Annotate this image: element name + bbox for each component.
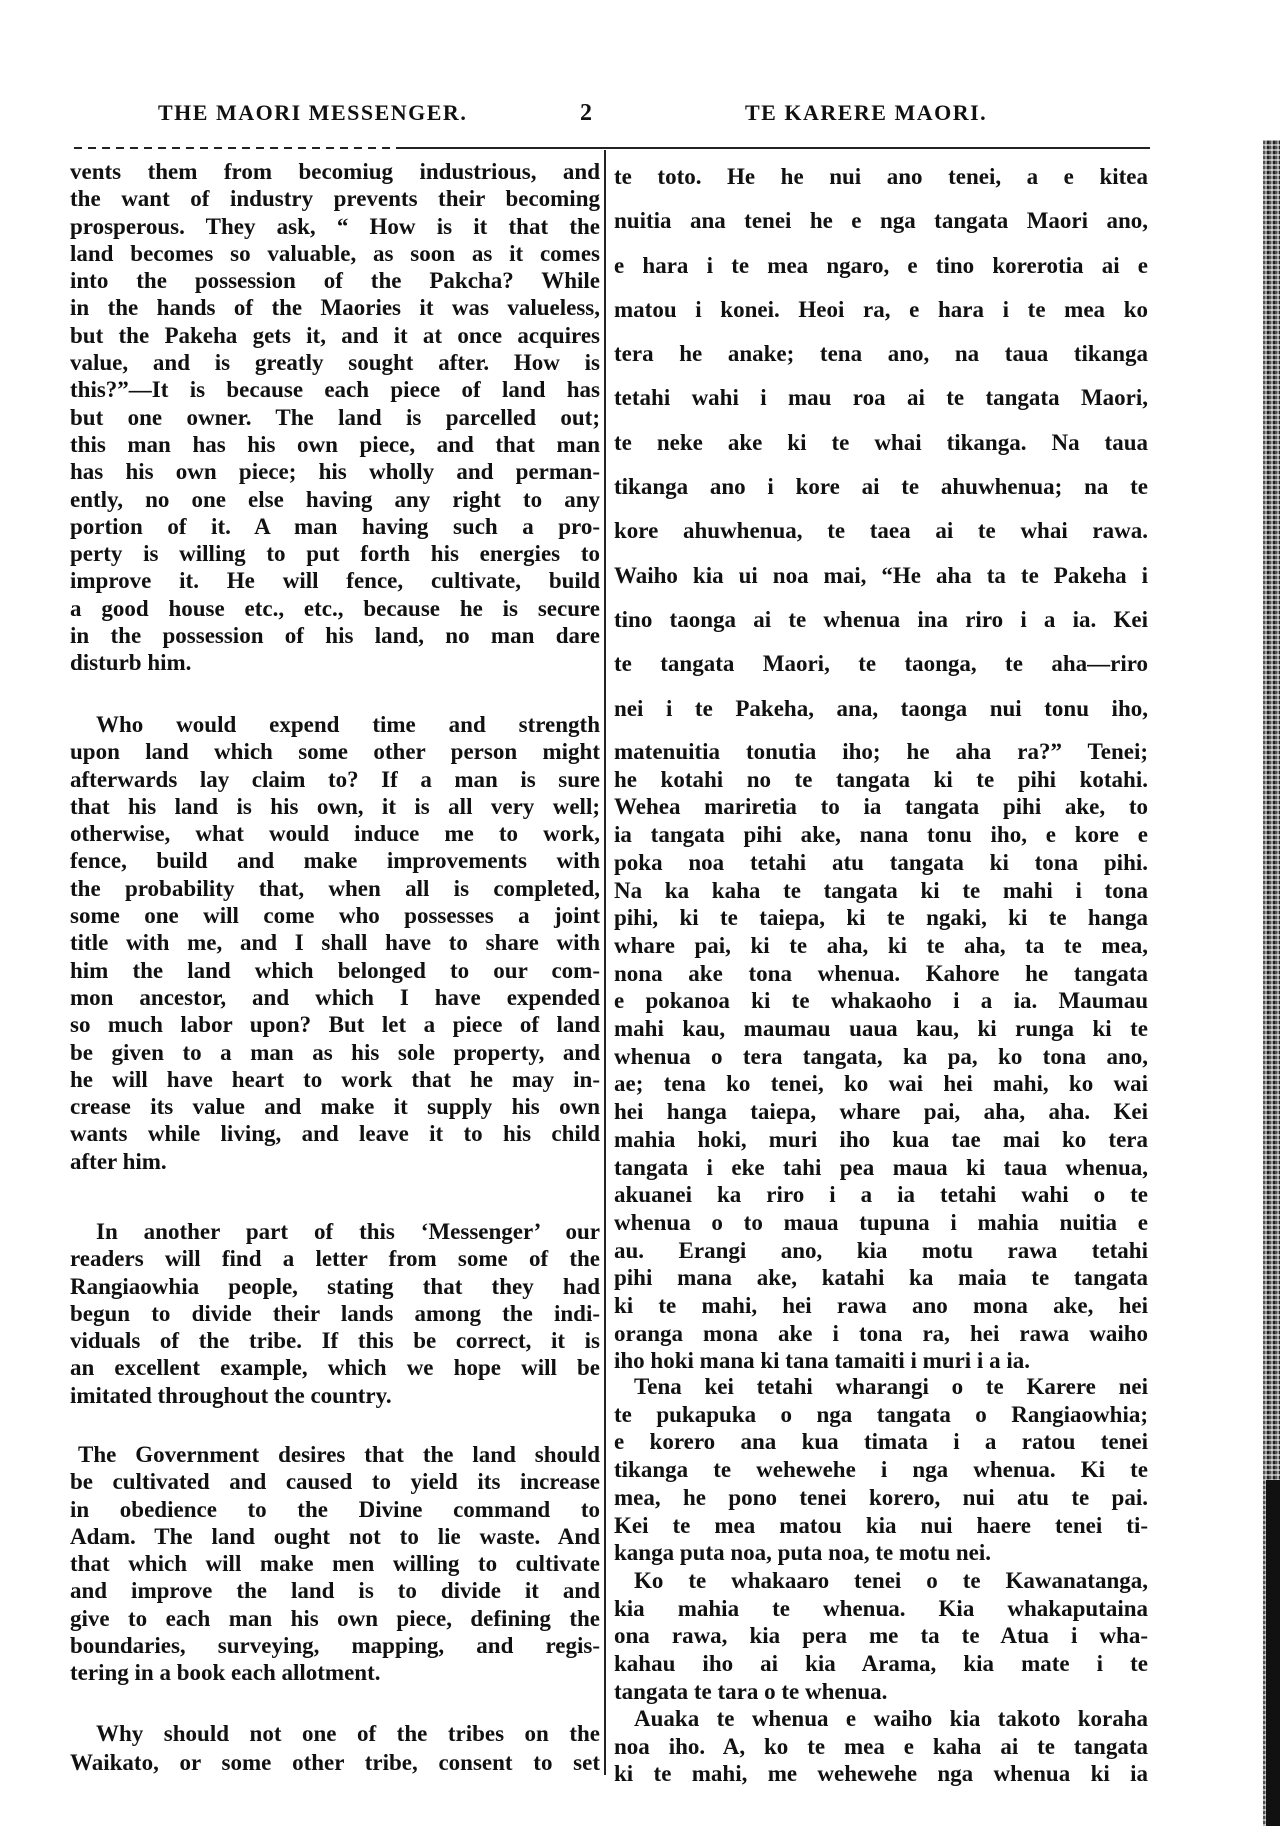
text-line: iho hoki mana ki tana tamaiti i muri i a ia. [614,1348,1030,1374]
text-line: he will have heart to work that he may in- [70,1066,600,1092]
text-line: tering in a book each allotment. [70,1660,381,1686]
text-line: so much labor upon? But let a piece of land [70,1012,600,1038]
text-line: a good house etc., etc., because he is secure [70,595,600,621]
text-line: tangata te tara o te whenua. [614,1678,888,1704]
text-line: perty is willing to put forth his energies to [70,541,600,567]
text-line: e hara i te mea ngaro, e tino korerotia ai e [614,252,1148,278]
text-line: land becomes so valuable, as soon as it comes [70,240,600,266]
text-line: some one will come who possesses a joint [70,903,600,929]
text-line: te neke ake ki te whai tikanga. Na taua [614,429,1148,455]
text-line: tetahi wahi i mau roa ai te tangata Maori, [614,385,1148,411]
text-line: kanga puta noa, puta noa, te motu nei. [614,1540,992,1566]
text-line: ia tangata pihi ake, nana tonu iho, e kore e [614,822,1148,848]
column-divider [604,150,606,1775]
text-line: that his land is his own, it is all very well; [70,793,600,819]
text-line: be cultivated and caused to yield its increase [70,1469,600,1495]
maori-paragraph [614,155,1148,731]
text-line: matou i konei. Heoi ra, e hara i te mea ko [614,296,1148,322]
text-line: whare pai, ki te aha, ki te aha, ta te mea, [614,932,1148,958]
text-line: an excellent example, which we hope will be [70,1355,600,1381]
text-line: crease its value and make it supply his own [70,1094,600,1120]
text-line: e pokanoa ki te whakaoho i a ia. Maumau [614,988,1148,1014]
text-line: akuanei ka riro i a ia tetahi wahi o te [614,1182,1148,1208]
text-line: te toto. He he nui ano tenei, a e kitea [614,164,1148,189]
text-line: after him. [70,1148,167,1174]
text-line: whenua o tera tangata, ka pa, ko tona ano, [614,1043,1148,1069]
masthead-maori-title: TE KARERE MAORI. [745,100,988,125]
text-line: Waiho kia ui noa mai, “He aha ta te Pakeha i [614,562,1148,588]
text-line: into the possession of the Pakcha? While [70,268,600,294]
header-rule-wear [68,146,398,150]
text-line: the probability that, when all is completed, [70,875,600,901]
text-line: wants while living, and leave it to his child [70,1121,600,1147]
text-line: portion of it. A man having such a pro- [70,513,600,539]
text-line: noa iho. A, ko te mea e kaha ai te tangata [614,1733,1148,1759]
text-line: disturb him. [70,650,192,676]
text-line: he kotahi no te tangata ki te pihi kotahi. [614,766,1148,792]
text-line: readers will find a letter from some of the [70,1246,600,1272]
text-line: him the land which belonged to our com- [70,957,600,983]
text-line: but one owner. The land is parcelled out; [70,404,600,430]
scan-edge-shadow [1266,1480,1280,1826]
text-line: the want of industry prevents their becoming [70,186,600,212]
text-line: improve it. He will fence, cultivate, build [70,568,600,594]
text-line: te tangata Maori, te taonga, te aha—riro [614,651,1148,677]
text-line: The Government desires that the land should [78,1442,600,1467]
text-line: in the possession of his land, no man dare [70,623,600,649]
english-paragraph [70,158,600,677]
text-line: title with me, and I shall have to share with [70,930,600,956]
text-line: ently, no one else having any right to any [70,486,600,512]
maori-paragraph [614,738,1148,1375]
text-line: nona ake tona whenua. Kahore he tangata [614,960,1148,986]
text-line: Ko te whakaaro tenei o te Kawanatanga, [634,1568,1148,1593]
text-line: poka noa tetahi atu tangata ki tona pihi. [614,849,1148,875]
text-line: mahia hoki, muri iho kua tae mai ko tera [614,1126,1148,1152]
text-line: in obedience to the Divine command to [70,1496,600,1522]
text-line: mahi kau, maumau uaua kau, ki runga ki te [614,1016,1148,1042]
english-paragraph [70,1441,600,1687]
text-line: tera he anake; tena ano, na taua tikanga [614,341,1148,367]
text-line: afterwards lay claim to? If a man is sure [70,766,600,792]
english-paragraph [70,711,600,1175]
text-line: oranga mona ake i tona ra, hei rawa waiho [614,1320,1148,1346]
text-line: ae; tena ko tenei, ko wai hei mahi, ko wai [614,1071,1148,1097]
text-line: nei i te Pakeha, ana, taonga nui tonu iho, [614,695,1148,721]
text-line: and improve the land is to divide it and [70,1578,600,1604]
text-line: mea, he pono tenei korero, nui atu te pai. [614,1484,1148,1510]
english-paragraph [70,1218,600,1409]
text-line: give to each man his own piece, defining the [70,1605,600,1631]
maori-paragraph [614,1567,1148,1706]
text-line: tangata i eke tahi pea maua ki taua whenua, [614,1154,1148,1180]
text-line: ona rawa, kia pera me ta te Atua i wha- [614,1623,1148,1649]
text-line: e korero ana kua timata i a ratou tenei [614,1429,1148,1455]
text-line: kia mahia te whenua. Kia whakaputaina [614,1595,1148,1621]
text-line: Who would expend time and strength [96,712,600,737]
text-line: imitated throughout the country. [70,1382,392,1408]
text-line: Why should not one of the tribes on the [96,1721,600,1746]
text-line: vents them from becomiug industrious, and [70,159,600,184]
text-line: pihi, ki te taiepa, ki te ngaki, ki te hanga [614,905,1148,931]
text-line: begun to divide their lands among the indi- [70,1300,600,1326]
text-line: that which will make men willing to cultivate [70,1551,600,1577]
text-line: fence, build and make improvements with [70,848,600,874]
page-number: 2 [580,100,594,126]
text-line: Rangiaowhia people, stating that they had [70,1273,600,1299]
text-line: ki te mahi, hei rawa ano mona ake, hei [614,1293,1148,1319]
text-line: this man has his own piece, and that man [70,431,600,457]
text-line: Wehea mariretia to ia tangata pihi ake, to [614,794,1148,820]
text-line: tikanga te wehewehe i nga whenua. Ki te [614,1457,1148,1483]
text-line: otherwise, what would induce me to work, [70,821,600,847]
text-line: Na ka kaha te tangata ki te mahi i tona [614,877,1148,903]
text-line: be given to a man as his sole property, and [70,1039,600,1065]
text-line: in the hands of the Maories it was valueless, [70,295,600,321]
text-line: pihi mana ake, katahi ka maia te tangata [614,1265,1148,1291]
text-line: hei hanga taiepa, whare pai, aha, aha. Kei [614,1099,1148,1125]
text-line: kahau iho ai kia Arama, kia mate i te [614,1651,1148,1677]
text-line: tikanga ano i kore ai te ahuwhenua; na te [614,474,1148,500]
text-line: kore ahuwhenua, te taea ai te whai rawa. [614,518,1148,544]
text-line: nuitia ana tenei he e nga tangata Maori ano, [614,208,1148,234]
masthead-english-title: THE MAORI MESSENGER. [158,100,468,125]
text-line: tino taonga ai te whenua ina riro i a ia. Kei [614,606,1148,632]
text-line: ki te mahi, me wehewehe nga whenua ki ia [614,1761,1148,1787]
text-line: value, and is greatly sought after. How is [70,350,600,376]
text-line: Adam. The land ought not to lie waste. And [70,1523,600,1549]
text-line: upon land which some other person might [70,739,600,765]
text-line: Waikato, or some other tribe, consent to set [70,1750,600,1775]
text-line: Tena kei tetahi wharangi o te Karere nei [634,1374,1148,1399]
text-line: viduals of the tribe. If this be correct, it is [70,1328,600,1354]
text-line: matenuitia tonutia iho; he aha ra?” Tenei; [614,739,1148,764]
text-line: In another part of this ‘Messenger’ our [96,1219,600,1244]
text-line: mon ancestor, and which I have expended [70,984,600,1010]
text-line: has his own piece; his wholly and perman- [70,459,600,485]
maori-paragraph [614,1373,1148,1567]
text-line: whenua o to maua tupuna i mahia nuitia e [614,1209,1148,1235]
text-line: prosperous. They ask, “ How is it that the [70,213,600,239]
text-line: this?”—It is because each piece of land has [70,377,600,403]
text-line: Kei te mea matou kia nui haere tenei ti- [614,1512,1148,1538]
text-line: but the Pakeha gets it, and it at once acquires [70,322,600,348]
text-line: au. Erangi ano, kia motu rawa tetahi [614,1237,1148,1263]
english-paragraph [70,1719,600,1777]
maori-paragraph [614,1705,1148,1788]
text-line: Auaka te whenua e waiho kia takoto koraha [634,1706,1148,1731]
text-line: te pukapuka o nga tangata o Rangiaowhia; [614,1401,1148,1427]
text-line: boundaries, surveying, mapping, and regis- [70,1633,600,1659]
